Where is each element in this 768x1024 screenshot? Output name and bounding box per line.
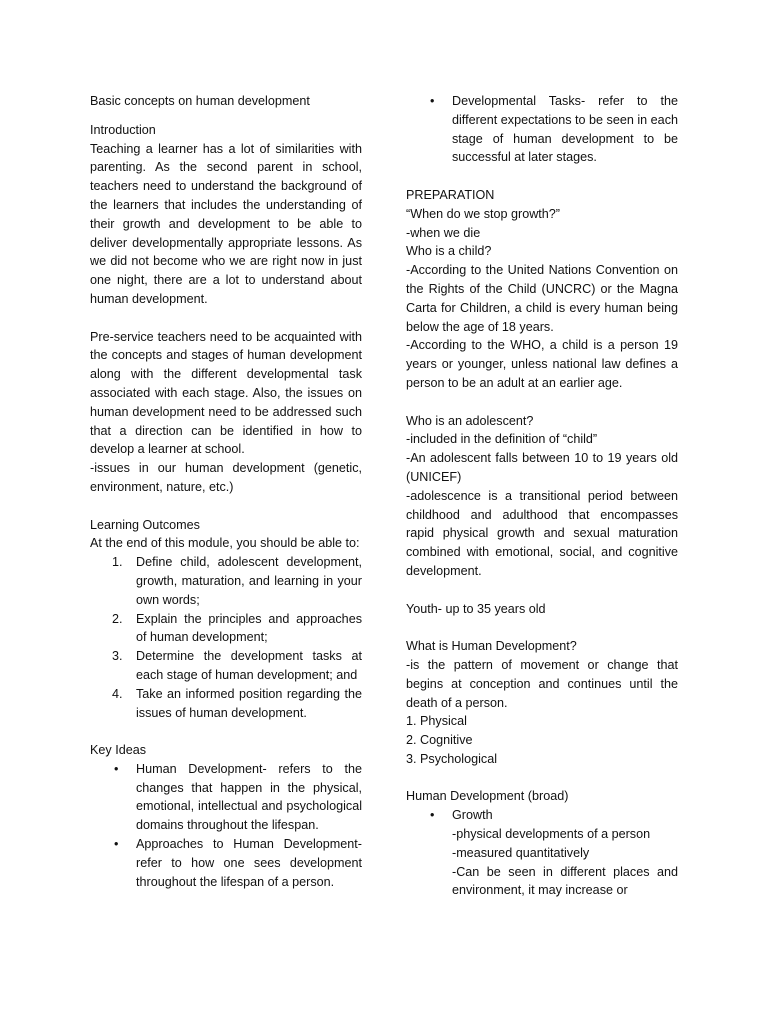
list-item (90, 647, 362, 685)
introduction-paragraph-1: Teaching a learner has a lot of similarities with parenting. As the second parent in school, teachers need to understand the background of the learners that includes the understanding of their growth and development to be able to deliver developmentally appropriate lessons. As we did not become who we are right now in just one night, there are a lot to understand about human development. (90, 141, 362, 306)
list-number: 3. (112, 649, 123, 664)
list-item (90, 610, 362, 648)
left-column (90, 92, 362, 891)
list-item: • Growth (406, 806, 678, 825)
preparation-question: “When do we stop growth?” (406, 206, 560, 221)
introduction-paragraph-2: Pre-service teachers need to be acquainted with the concepts and stages of human development along with the different developmental task associated with each stage. Also, the issues on human development need to be addressed such that a direction can be identified in how to develop a learner at school. (90, 329, 362, 457)
child-definition-uncrc: -According to the United Nations Convention on the Rights of the Child (UNCRC) or the Magna Carta for Children, a child is every human being below the age of 18 years. (406, 263, 678, 334)
spacer (90, 309, 362, 328)
domain-item: 1. Physical (406, 714, 467, 729)
document-title: Basic concepts on human development (90, 94, 310, 108)
key-ideas-heading: Key Ideas (90, 743, 147, 758)
list-item (90, 685, 362, 723)
list-item: • Human Development- refers to the changes that happen in the physical, emotional, intellectual and psychological domains throughout the lifespan. (90, 760, 362, 835)
spacer (406, 769, 678, 788)
learning-outcomes-list (90, 553, 362, 722)
spacer (90, 722, 362, 741)
learning-outcomes-heading: Learning Outcomes (90, 517, 200, 532)
growth-detail: -physical developments of a person (452, 827, 651, 842)
domain-item: 3. Psychological (406, 751, 498, 766)
list-item-text: Take an informed position regarding the issues of human development. (136, 686, 362, 720)
growth-details (406, 825, 678, 900)
introduction-paragraph-3: -issues in our human development (genetic, environment, nature, etc.) (90, 461, 362, 494)
preparation-answer: -when we die (406, 225, 481, 240)
spacer (406, 167, 678, 186)
human-development-broad-heading: Human Development (broad) (406, 789, 569, 804)
list-item-text: Explain the principles and approaches of human development; (136, 611, 362, 645)
list-item-text: Determine the development tasks at each stage of human development; and (136, 649, 362, 682)
learning-outcomes-intro: At the end of this module, you should be able to: (90, 536, 360, 551)
adolescent-definition-1: -included in the definition of “child” (406, 432, 598, 447)
growth-detail: -Can be seen in different places and environment, it may increase or (452, 864, 678, 898)
human-development-definition: -is the pattern of movement or change that begins at conception and continues until the death of a person. (406, 657, 678, 710)
youth-definition: Youth- up to 35 years old (406, 601, 546, 616)
spacer (406, 581, 678, 600)
list-item: • Approaches to Human Development- refer to how one sees development throughout the lifespan of a person. (90, 835, 362, 891)
developmental-tasks-list (406, 92, 678, 167)
list-item-text: Define child, adolescent development, growth, maturation, and learning in your own words; (136, 555, 362, 607)
child-question: Who is a child? (406, 244, 492, 259)
human-development-question: What is Human Development? (406, 639, 577, 654)
growth-detail: -measured quantitatively (452, 845, 590, 860)
spacer (406, 393, 678, 412)
spacer (406, 618, 678, 637)
adolescent-definition-3: -adolescence is a transitional period between childhood and adulthood that encompasses rapid physical growth and sexual maturation combined with emotional, social, and cognitive development. (406, 488, 678, 578)
spacer (90, 111, 362, 121)
list-number: 1. (112, 555, 123, 570)
adolescent-definition-2: -An adolescent falls between 10 to 19 years old (UNICEF) (406, 451, 678, 484)
preparation-heading: PREPARATION (406, 187, 495, 202)
domain-item: 2. Cognitive (406, 733, 473, 748)
growth-list (406, 806, 678, 825)
spacer (90, 497, 362, 516)
introduction-heading: Introduction (90, 122, 156, 137)
key-ideas-list (90, 760, 362, 892)
child-definition-who: -According to the WHO, a child is a person 19 years or younger, unless national law defines a person to be an adult at an earlier age. (406, 338, 678, 390)
right-column (406, 92, 678, 900)
list-item: • Developmental Tasks- refer to the different expectations to be seen in each stage of human development to be successful at later stages. (406, 92, 678, 167)
list-number: 2. (112, 611, 123, 626)
list-number: 4. (112, 686, 123, 701)
list-item (90, 553, 362, 609)
adolescent-question: Who is an adolescent? (406, 413, 534, 428)
